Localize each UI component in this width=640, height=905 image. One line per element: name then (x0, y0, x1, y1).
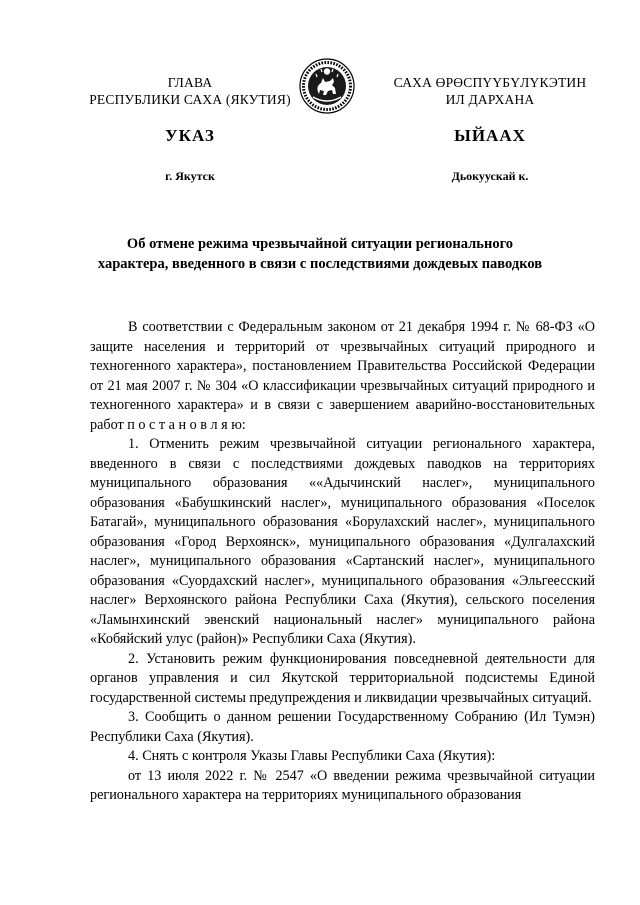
sakha-coat-of-arms-icon (299, 58, 355, 114)
issuer-republic: РЕСПУБЛИКИ САХА (ЯКУТИЯ) (89, 92, 291, 107)
issuer-title-sakha: ИЛ ДАРХАНА (445, 92, 535, 107)
heading-line-2: характера, введенного в связи с последствиями дождевых паводков (97, 256, 543, 272)
document-body (90, 318, 595, 806)
clause-2: 2. Установить режим функционирования повседневной деятельности для органов управления и сил Якутской территориальной подсистемы Единой государственной системы предупреждения и ликвидации чрезвычайных ситуаций. (90, 650, 595, 706)
document-heading (80, 234, 560, 274)
place-sakha: Дьокуускай к. (451, 169, 529, 183)
issuer-header-sakha (375, 74, 605, 108)
preamble-paragraph: В соответствии с Федеральным законом от 21 декабря 1994 г. № 68-ФЗ «О защите населения и территорий от чрезвычайных ситуаций природного и техногенного характера», постановлением Правительства Российской Федерации от 21 мая 2007 г. № 304 «О классификации чрезвычайных ситуаций природного и техногенного характера» и в связи с завершением аварийно-восстановительных работ п о с т а н о в л я ю: (90, 319, 595, 433)
issuer-republic-sakha: САХА ӨРӨСПҮҮБҮЛҮКЭТИН (393, 75, 587, 90)
clause-3: 3. Сообщить о данном решении Государственному Собранию (Ил Тумэн) Республики Саха (Якутия). (90, 709, 595, 745)
document-type-russian: УКАЗ (165, 126, 215, 145)
issuer-header-russian (75, 74, 305, 108)
place-russian: г. Якутск (165, 169, 215, 183)
clause-4: 4. Снять с контроля Указы Главы Республики Саха (Якутия): (128, 748, 496, 764)
clause-1: 1. Отменить режим чрезвычайной ситуации регионального характера, введенного в связи с последствиями дождевых паводков на территориях муниципального образования ««Адычинский наслег», муниципального образования «Бабушкинский наслег», муниципального образования «Поселок Батагай», муниципального образования «Борулахский наслег», муниципального образования «Город Верхоянск», муниципального образования «Дулгалахский наслег», муниципального образования «Сартанский наслег», муниципального образования «Суордахский наслег», муниципального образования «Эльгеесский наслег» Верхоянского района Республики Саха (Якутия), сельского поселения «Ламынхинский эвенский национальный наслег» муниципального района «Кобяйский улус (район)» Республики Саха (Якутия). (90, 436, 595, 647)
document-type-sakha: ЫЙААХ (454, 126, 526, 145)
issuer-title: ГЛАВА (167, 75, 213, 90)
heading-line-1: Об отмене режима чрезвычайной ситуации регионального (126, 236, 514, 252)
clause-4-item: от 13 июля 2022 г. № 2547 «О введении режима чрезвычайной ситуации регионального характера на территориях муниципального образования (90, 767, 595, 803)
